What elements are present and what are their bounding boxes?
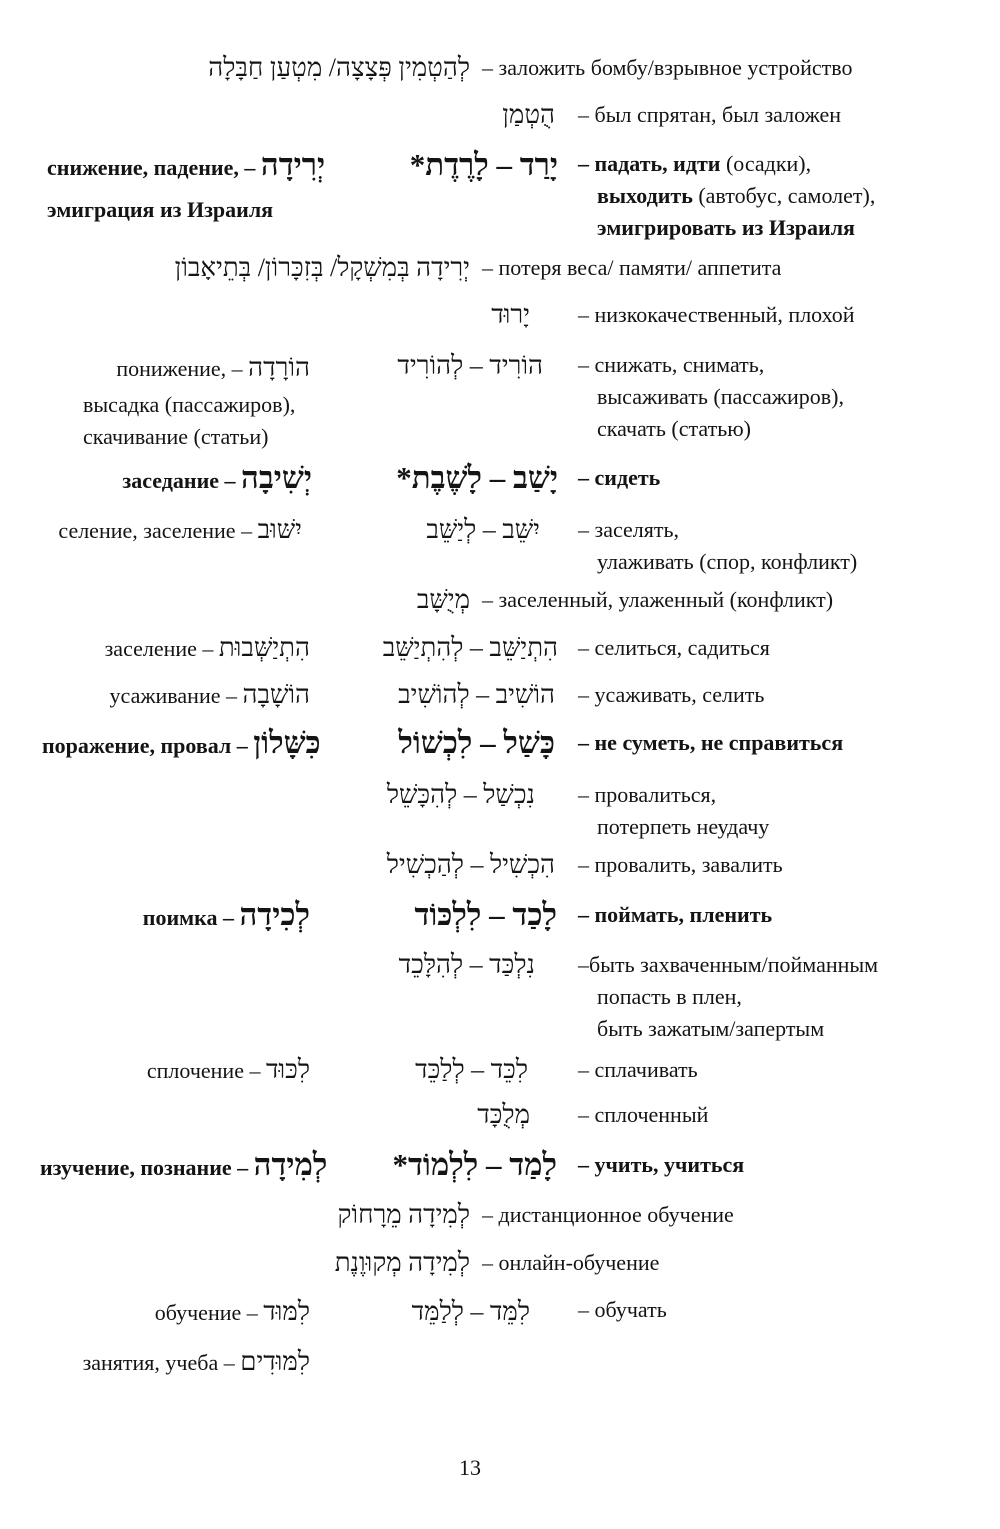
translation-bold: выходить: [597, 183, 693, 208]
noun-entry: [155, 1296, 310, 1329]
hebrew-phrase: לְמִידָה מֵרָחוֹק: [337, 1200, 470, 1229]
translation-line: – обучать: [578, 1297, 667, 1322]
hebrew-participle: מְלֻכָּד: [477, 1100, 530, 1129]
hebrew-headword-verb: יָרַד – לָרֶדֶת*: [409, 147, 558, 182]
translation-line: – снижать, снимать,: [578, 352, 765, 377]
noun-russian: поражение, провал –: [42, 733, 248, 758]
translation-line: попасть в плен,: [597, 984, 742, 1009]
translation-line: улаживать (спор, конфликт): [597, 549, 858, 574]
hebrew-verb-form: נִכְשַׁל – לְהִכָּשֵׁל: [386, 780, 535, 809]
translation-line: – провалить, завалить: [578, 852, 783, 877]
translation-line: быть зажатым/запертым: [597, 1016, 825, 1041]
translation-line: – учить, учиться: [578, 1152, 745, 1177]
noun-russian: изучение, познание –: [40, 1155, 249, 1180]
russian-translation: [578, 849, 783, 881]
translation-line: – низкокачественный, плохой: [578, 302, 855, 327]
translation-line: скачать (статью): [597, 416, 751, 441]
translation-line: – сплачивать: [578, 1057, 698, 1082]
russian-translation: [578, 462, 660, 494]
russian-translation: [578, 1294, 667, 1326]
translation-bold: – падать, идти: [578, 151, 721, 176]
noun-entry: [147, 1054, 310, 1087]
russian-translation: [578, 632, 770, 664]
hebrew-headword-verb: לָכַד – לִלְכּוֹד: [414, 897, 557, 932]
russian-translation: [578, 1099, 708, 1131]
hebrew-verb-form: נִלְכַּד – לְהִלָּכֵד: [398, 950, 535, 979]
translation-line: эмигрировать из Израиля: [597, 215, 855, 240]
russian-translation: – онлайн-обучение: [482, 1250, 660, 1275]
noun-hebrew: הוֹשָׁבָה: [242, 680, 310, 709]
translation-line: – сплоченный: [578, 1102, 709, 1127]
russian-translation: [578, 1149, 744, 1181]
noun-entry: [105, 632, 310, 665]
translation-line: – селиться, садиться: [578, 635, 770, 660]
translation-line: – провалиться,: [578, 782, 717, 807]
translation-line: потерпеть неудачу: [597, 814, 770, 839]
russian-translation: [578, 899, 772, 931]
noun-hebrew: כִּשָּׁלוֹן: [253, 725, 321, 760]
russian-translation: [578, 949, 878, 1045]
russian-translation: [578, 514, 857, 578]
noun-entry: [143, 899, 310, 934]
translation-line: – не суметь, не справиться: [578, 730, 844, 755]
noun-hebrew: יְרִידָה: [260, 147, 326, 182]
russian-translation: [578, 349, 844, 445]
translation-line: – поймать, пленить: [578, 902, 773, 927]
noun-entry: [40, 1149, 327, 1184]
translation-line: [578, 148, 875, 180]
noun-hebrew: לִמּוּד: [263, 1297, 310, 1326]
russian-translation: [578, 679, 764, 711]
noun-hebrew: לִמּוּדִים: [240, 1347, 310, 1376]
noun-russian: занятия, учеба –: [82, 1350, 235, 1375]
hebrew-verb-form: הִתְיַשֵּׁב – לְהִתְיַשֵּׁב: [382, 633, 558, 662]
noun-russian: селение, заселение –: [58, 518, 253, 543]
noun-russian: заселение –: [104, 636, 214, 661]
noun-hebrew: לִכּוּד: [265, 1055, 310, 1084]
hebrew-headword-verb: יָשַׁב – לָשֶׁבֶת*: [396, 460, 558, 495]
translation-line: – заселять,: [578, 517, 679, 542]
hebrew-verb-form: יִשֵּׁב – לְיַשֵּׁב: [426, 515, 540, 544]
page-number: 13: [459, 1455, 481, 1480]
russian-translation: [578, 727, 843, 759]
hebrew-verb-form: הֻטְמַן: [502, 100, 555, 129]
hebrew-verb-form: הוֹשִׁיב – לְהוֹשִׁיב: [398, 680, 555, 709]
hebrew-phrase: לְמִידָה מְקוּוֶנֶת: [334, 1248, 470, 1277]
noun-russian-continued: эмиграция из Израиля: [47, 197, 274, 222]
noun-entry: [116, 352, 310, 385]
noun-hebrew: הִתְיַשְּׁבוּת: [218, 633, 310, 662]
translation-note: (автобус, самолет),: [698, 183, 876, 208]
noun-russian: усаживание –: [109, 683, 237, 708]
translation-note: (осадки),: [725, 151, 812, 176]
noun-entry: [110, 679, 310, 712]
russian-translation: [578, 99, 841, 131]
russian-translation: – дистанционное обучение: [482, 1202, 734, 1227]
hebrew-participle: מְיֻשָּׁב: [416, 585, 470, 614]
hebrew-headword-verb: לָמַד – לִלְמוֹד*: [392, 1147, 557, 1182]
russian-translation: [578, 779, 769, 843]
noun-entry: [47, 149, 325, 184]
noun-entry: [83, 1346, 310, 1379]
russian-translation: – заселенный, улаженный (конфликт): [482, 587, 834, 612]
hebrew-verb-form: הוֹרִיד – לְהוֹרִיד: [397, 351, 543, 380]
russian-translation: [578, 148, 875, 244]
russian-translation: – потеря веса/ памяти/ аппетита: [482, 255, 782, 280]
hebrew-verb-form: יָרוּד: [491, 300, 530, 329]
noun-russian-continued: высадка (пассажиров),: [83, 392, 296, 417]
translation-line: [578, 180, 875, 212]
hebrew-verb-form: הִכְשִׁיל – לְהַכְשִׁיל: [386, 850, 555, 879]
hebrew-verb-form: לִמֵּד – לְלַמֵּד: [411, 1297, 530, 1326]
noun-russian: сплочение –: [146, 1058, 261, 1083]
translation-line: – сидеть: [578, 465, 661, 490]
noun-russian: понижение, –: [116, 356, 243, 381]
noun-entry: [122, 462, 312, 497]
noun-russian: поимка –: [142, 905, 234, 930]
noun-entry: [58, 514, 302, 547]
noun-hebrew: יִשּׁוּב: [257, 515, 302, 544]
hebrew-phrase: לְהַטְמִין פְּצָצָה/ מִטְעַן חַבָּלָה: [208, 53, 470, 82]
noun-hebrew: לְכִידָה: [239, 897, 310, 932]
noun-hebrew: יְשִׁיבָה: [241, 460, 312, 495]
hebrew-headword-verb: כָּשַׁל – לִכְשׁוֹל: [398, 725, 555, 760]
noun-russian: заседание –: [122, 468, 236, 493]
hebrew-verb-form: לִכֵּד – לְלַכֵּד: [415, 1055, 528, 1084]
noun-russian: снижение, падение, –: [47, 155, 256, 180]
translation-line: – был спрятан, был заложен: [578, 102, 842, 127]
russian-translation: [578, 1054, 698, 1086]
translation-line: – усаживать, селить: [578, 682, 765, 707]
hebrew-phrase: יְרִידָה בְּמִשְׁקָל/ בְּזִכָּרוֹן/ בְּתֵיאָבוֹן: [174, 253, 470, 282]
translation-line: высаживать (пассажиров),: [597, 384, 844, 409]
noun-russian-continued: скачивание (статьи): [83, 424, 269, 449]
noun-hebrew: לְמִידָה: [253, 1147, 328, 1182]
noun-russian: обучение –: [154, 1300, 258, 1325]
translation-line: –быть захваченным/пойманным: [578, 952, 879, 977]
russian-translation: [578, 299, 855, 331]
noun-entry: [42, 727, 321, 762]
russian-translation: – заложить бомбу/взрывное устройство: [482, 55, 853, 80]
noun-hebrew: הוֹרָדָה: [248, 353, 310, 382]
